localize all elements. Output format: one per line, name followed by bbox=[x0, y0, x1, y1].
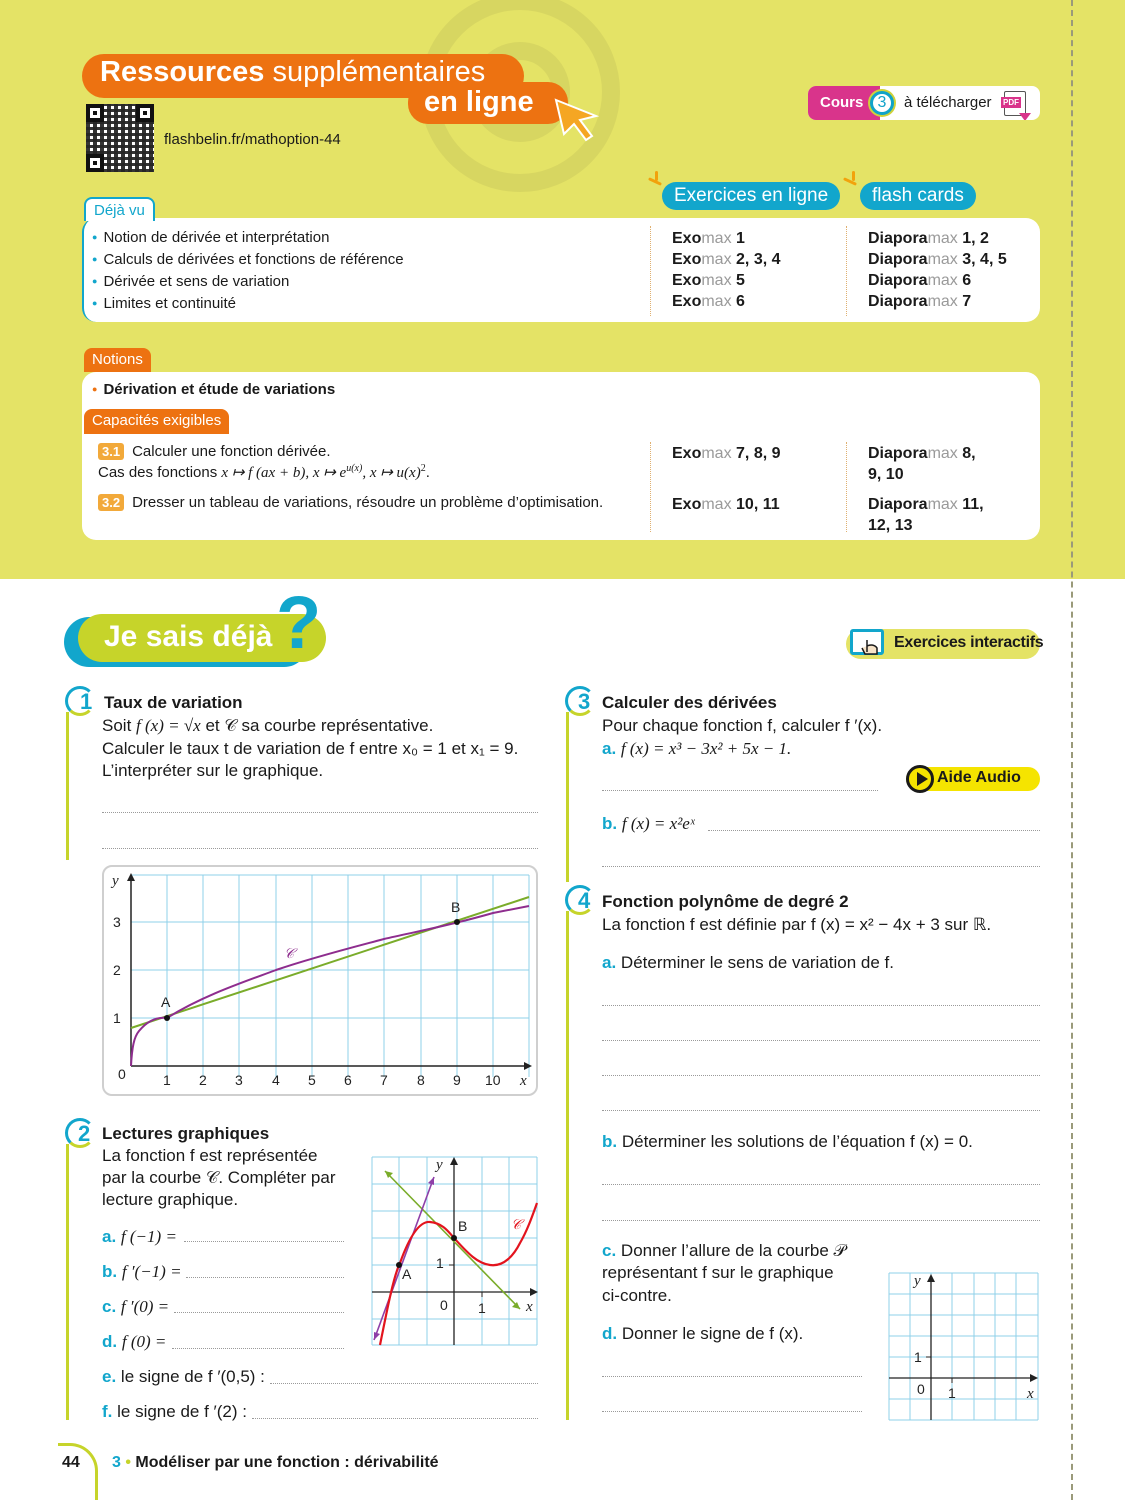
svg-text:x: x bbox=[526, 1299, 533, 1315]
capacity-3-2: 3.2 Dresser un tableau de variations, résoudre un problème d’optimisation. bbox=[98, 494, 603, 511]
exomax-column bbox=[672, 443, 781, 464]
exercise-text: Soit f (x) = √x et 𝒞 sa courbe représentative. bbox=[102, 716, 434, 735]
resources-title: Ressources supplémentaires bbox=[100, 56, 486, 88]
diaporamax-link[interactable]: Diaporamax 7 bbox=[868, 293, 972, 310]
answer-line[interactable] bbox=[602, 1110, 1040, 1111]
deja-vu-list bbox=[92, 226, 404, 314]
list-item: ● Calculs de dérivées et fonctions de référence bbox=[92, 248, 404, 270]
diaporamax-link[interactable]: Diaporamax 3, 4, 5 bbox=[868, 251, 1007, 268]
answer-line[interactable] bbox=[602, 1376, 862, 1377]
empty-grid-chart[interactable] bbox=[888, 1272, 1040, 1422]
qr-code[interactable] bbox=[86, 104, 154, 172]
notions-tab: Notions bbox=[84, 348, 151, 372]
svg-text:1: 1 bbox=[163, 1072, 171, 1088]
diaporamax-link[interactable]: Diaporamax 8, bbox=[868, 445, 976, 462]
svg-text:4: 4 bbox=[272, 1072, 280, 1088]
question-item: d. f (0) = bbox=[102, 1332, 167, 1351]
exomax-link[interactable]: Exomax 2, 3, 4 bbox=[672, 251, 781, 268]
diaporamax-link[interactable]: Diaporamax 1, 2 bbox=[868, 230, 989, 247]
answer-line[interactable] bbox=[184, 1241, 344, 1242]
svg-text:6: 6 bbox=[344, 1072, 352, 1088]
svg-text:1: 1 bbox=[436, 1255, 444, 1271]
question-item: f. le signe de f ′(2) : bbox=[102, 1402, 247, 1421]
section-title: Je sais déjà bbox=[104, 620, 273, 653]
exercise-number: 4 bbox=[578, 888, 591, 913]
svg-text:10: 10 bbox=[485, 1072, 501, 1088]
diaporamax-column bbox=[868, 443, 976, 485]
spark-icon bbox=[655, 171, 658, 181]
answer-line[interactable] bbox=[602, 1220, 1040, 1221]
deja-vu-tab: Déjà vu bbox=[84, 197, 155, 221]
spark-icon bbox=[852, 171, 855, 181]
question-item: b. Déterminer les solutions de l’équation f (x) = 0. bbox=[602, 1132, 973, 1151]
svg-text:1: 1 bbox=[948, 1385, 956, 1401]
svg-text:3: 3 bbox=[113, 914, 121, 930]
answer-line[interactable] bbox=[174, 1312, 344, 1313]
svg-text:0: 0 bbox=[440, 1297, 448, 1313]
answer-line[interactable] bbox=[602, 1411, 862, 1412]
capacity-3-1: 3.1 Calculer une fonction dérivée. bbox=[98, 443, 331, 460]
question-item: b. f (x) = x²eˣ bbox=[602, 814, 695, 833]
exercise-bar bbox=[66, 1144, 69, 1420]
play-icon[interactable] bbox=[906, 765, 934, 793]
diaporamax-link[interactable]: Diaporamax 11, bbox=[868, 496, 984, 513]
sqrt-graph bbox=[102, 865, 538, 1096]
sqrt-chart bbox=[104, 867, 536, 1094]
capacity-3-1-detail: Cas des fonctions x ↦ f (ax + b), x ↦ $e^{u(x)}$, x ↦ $u(x)^2$. bbox=[98, 463, 430, 481]
svg-text:5: 5 bbox=[308, 1072, 316, 1088]
svg-text:9: 9 bbox=[453, 1072, 461, 1088]
svg-text:B: B bbox=[451, 899, 461, 915]
svg-text:A: A bbox=[402, 1266, 412, 1282]
divider bbox=[650, 226, 651, 316]
question-item: a. f (x) = x³ − 3x² + 5x − 1. bbox=[602, 739, 792, 758]
svg-text:3: 3 bbox=[235, 1072, 243, 1088]
list-item: ● Limites et continuité bbox=[92, 292, 404, 314]
svg-text:8: 8 bbox=[417, 1072, 425, 1088]
answer-line[interactable] bbox=[602, 1184, 1040, 1185]
exomax-link[interactable]: Exomax 10, 11 bbox=[672, 496, 780, 513]
svg-text:7: 7 bbox=[380, 1072, 388, 1088]
svg-text:y: y bbox=[914, 1273, 921, 1289]
cours-download-badge[interactable] bbox=[808, 86, 1040, 120]
download-label: à télécharger bbox=[904, 94, 992, 111]
exomax-column bbox=[672, 494, 780, 515]
svg-text:x: x bbox=[1027, 1386, 1034, 1402]
answer-line[interactable] bbox=[102, 812, 538, 813]
answer-line[interactable] bbox=[602, 1040, 1040, 1041]
svg-text:1: 1 bbox=[914, 1349, 922, 1365]
exomax-column bbox=[672, 228, 781, 312]
svg-text:2: 2 bbox=[199, 1072, 207, 1088]
answer-line[interactable] bbox=[602, 790, 878, 791]
exercise-title: Taux de variation bbox=[104, 693, 243, 712]
diaporamax-link[interactable]: Diaporamax 6 bbox=[868, 272, 972, 289]
exercise-text: ci-contre. bbox=[602, 1286, 672, 1305]
svg-text:0: 0 bbox=[917, 1381, 925, 1397]
online-exercises-tag: Exercices en ligne bbox=[662, 182, 840, 210]
svg-text:2: 2 bbox=[113, 962, 121, 978]
exercise-text: Calculer le taux t de variation de f entre x₀ = 1 et x₁ = 9. bbox=[102, 739, 519, 758]
question-item: c. f ′(0) = bbox=[102, 1297, 170, 1316]
exercise-number: 3 bbox=[578, 689, 591, 714]
exomax-link[interactable]: Exomax 6 bbox=[672, 293, 745, 310]
answer-line[interactable] bbox=[172, 1348, 344, 1349]
footer-arc bbox=[58, 1443, 98, 1500]
page-number: 44 bbox=[62, 1454, 80, 1471]
divider bbox=[846, 226, 847, 316]
exercise-text: L’interpréter sur le graphique. bbox=[102, 761, 324, 780]
question-item: b. f ′(−1) = bbox=[102, 1262, 182, 1281]
diaporamax-link-cont[interactable]: 12, 13 bbox=[868, 517, 913, 534]
answer-line[interactable] bbox=[602, 866, 1040, 867]
flashcards-tag: flash cards bbox=[860, 182, 976, 210]
answer-line[interactable] bbox=[270, 1383, 538, 1384]
cubic-chart bbox=[370, 1155, 540, 1347]
exomax-link[interactable]: Exomax 5 bbox=[672, 272, 745, 289]
exercise-bar bbox=[66, 712, 69, 860]
question-item: c. Donner l’allure de la courbe 𝒫 bbox=[602, 1241, 846, 1260]
exercise-text: lecture graphique. bbox=[102, 1190, 239, 1209]
diaporamax-column bbox=[868, 228, 1007, 312]
question-item: a. f (−1) = bbox=[102, 1227, 177, 1246]
answer-line[interactable] bbox=[186, 1277, 344, 1278]
svg-text:1: 1 bbox=[113, 1010, 121, 1026]
svg-text:0: 0 bbox=[118, 1066, 126, 1082]
exercise-number: 1 bbox=[80, 689, 93, 714]
exomax-link[interactable]: Exomax 1 bbox=[672, 230, 745, 247]
question-item: a. Déterminer le sens de variation de f. bbox=[602, 953, 895, 972]
exercise-bar bbox=[566, 712, 569, 882]
svg-text:y: y bbox=[112, 873, 119, 889]
notions-list bbox=[92, 378, 335, 400]
question-item: e. le signe de f ′(0,5) : bbox=[102, 1367, 265, 1386]
svg-text:B: B bbox=[458, 1218, 468, 1234]
divider bbox=[650, 442, 651, 532]
pdf-download-icon: PDF bbox=[1004, 91, 1026, 116]
answer-line[interactable] bbox=[102, 848, 538, 849]
touch-screen-icon bbox=[850, 629, 884, 655]
divider bbox=[846, 442, 847, 532]
page-cut-line bbox=[1071, 0, 1073, 1500]
interactive-exercises-label[interactable]: Exercices interactifs bbox=[894, 634, 1044, 651]
svg-text:1: 1 bbox=[478, 1300, 486, 1316]
exercise-text: Pour chaque fonction f, calculer f ′(x). bbox=[602, 716, 883, 735]
cursor-arrow-icon bbox=[552, 96, 600, 142]
resources-url[interactable]: flashbelin.fr/mathoption-44 bbox=[164, 131, 341, 148]
exercise-bar bbox=[566, 911, 569, 1420]
diaporamax-link-cont[interactable]: 9, 10 bbox=[868, 466, 904, 483]
svg-text:A: A bbox=[161, 994, 171, 1010]
exercise-number: 2 bbox=[78, 1121, 91, 1146]
answer-line[interactable] bbox=[602, 1075, 1040, 1076]
capacites-tab: Capacités exigibles bbox=[84, 409, 229, 434]
audio-help-label[interactable]: Aide Audio bbox=[937, 769, 1021, 786]
exercise-text: représentant f sur le graphique bbox=[602, 1263, 834, 1282]
list-item: ● Dérivée et sens de variation bbox=[92, 270, 404, 292]
exercise-text: La fonction f est représentée bbox=[102, 1146, 318, 1165]
answer-line[interactable] bbox=[602, 1005, 1040, 1006]
list-item: ● Notion de dérivée et interprétation bbox=[92, 226, 404, 248]
resources-title-line2: en ligne bbox=[424, 86, 534, 118]
question-mark-icon: ? bbox=[276, 581, 322, 664]
chapter-footer: 3 • Modéliser par une fonction : dérivabilité bbox=[112, 1454, 439, 1471]
chapter-number: 3 bbox=[870, 91, 894, 115]
svg-text:x: x bbox=[520, 1073, 527, 1089]
svg-text:y: y bbox=[436, 1157, 443, 1173]
list-item: ● Dérivation et étude de variations bbox=[92, 378, 335, 400]
diaporamax-column bbox=[868, 494, 984, 536]
cours-label: Cours bbox=[808, 86, 880, 120]
question-item: d. Donner le signe de f (x). bbox=[602, 1324, 804, 1343]
exercise-title: Lectures graphiques bbox=[102, 1124, 270, 1143]
answer-line[interactable] bbox=[708, 830, 1040, 831]
svg-text:𝒞: 𝒞 bbox=[284, 947, 295, 962]
exercise-text: La fonction f est définie par f (x) = x² − 4x + 3 sur ℝ. bbox=[602, 915, 992, 934]
exercise-title: Fonction polynôme de degré 2 bbox=[602, 892, 849, 911]
answer-line[interactable] bbox=[252, 1418, 538, 1419]
exercise-text: par la courbe 𝒞. Compléter par bbox=[102, 1168, 336, 1187]
exercise-title: Calculer des dérivées bbox=[602, 693, 777, 712]
exomax-link[interactable]: Exomax 7, 8, 9 bbox=[672, 445, 781, 462]
svg-text:𝒞: 𝒞 bbox=[511, 1218, 522, 1233]
